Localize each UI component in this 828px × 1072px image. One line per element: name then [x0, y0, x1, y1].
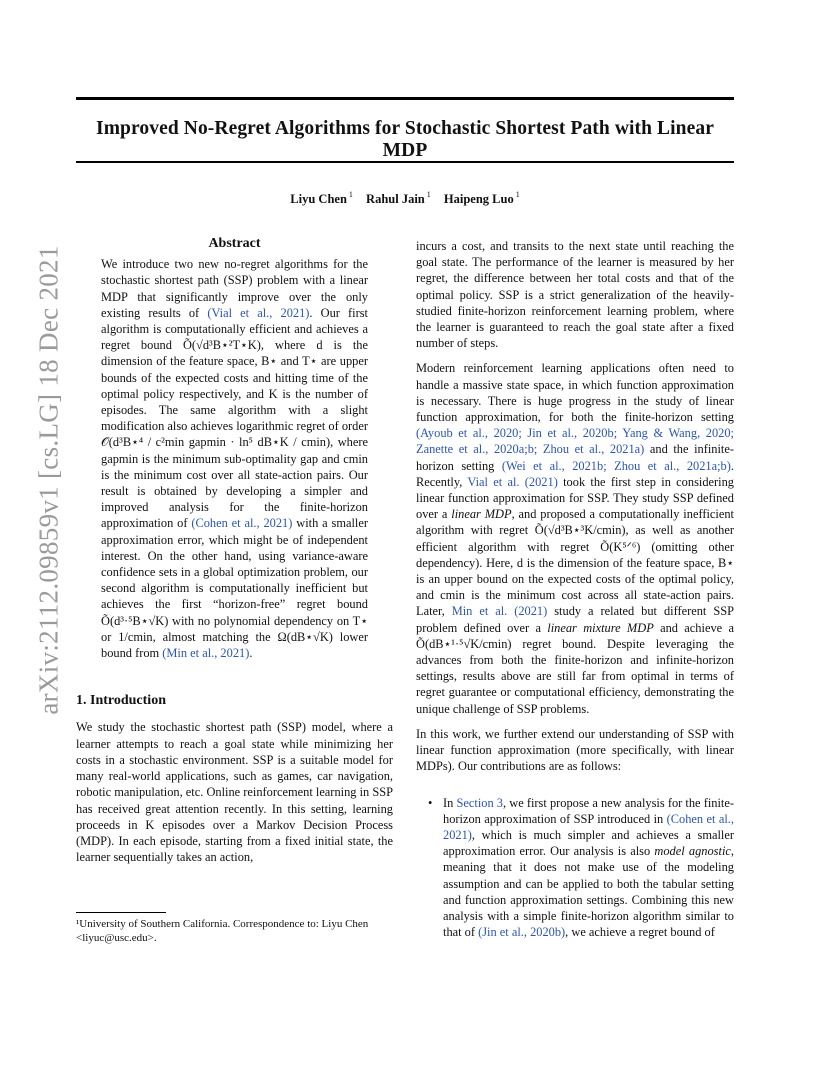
footnote: ¹University of Southern California. Correspondence to: Liyu Chen <liyuc@usc.edu>. — [76, 918, 369, 944]
citation-link[interactable]: (Ayoub et al., 2020; Jin et al., 2020b; Yang & Wang, 2020; Zanette et al., 2020a;b; Zhou et al., 2021a) — [416, 426, 734, 457]
citation-link[interactable]: Min et al. (2021) — [451, 604, 548, 619]
author: Haipeng Luo $^1$ — [443, 190, 520, 206]
citation-link[interactable]: (Vial et al., 2021) — [207, 305, 310, 320]
citation-link[interactable]: (Cohen et al., 2021) — [191, 516, 293, 531]
title-rule-bottom — [76, 161, 734, 163]
arxiv-identifier: arXiv:2112.09859v1 [cs.LG] 18 Dec 2021 — [33, 245, 64, 715]
citation-link[interactable]: (Jin et al., 2020b) — [478, 925, 566, 940]
bullet-mark: • — [428, 795, 433, 810]
list-item: • In Section 3, we first propose a new analysis for the finite-horizon approximation of SSP introduced in (Cohen et al., 2021), which is much simpler and achieves a smaller approximation error. Our analysis is also model agnostic, meaning that it does not make use of the modeling assumption and can be applied to both the tabular setting and function approximation settings. Combining this new analysis with a simple finite-horizon algorithm similar to that of (Jin et al., 2020b), we achieve a regret bound of — [428, 795, 734, 940]
title-rule-top — [76, 97, 734, 100]
citation-link[interactable]: Vial et al. (2021) — [467, 474, 558, 489]
abstract-text: We introduce two new no-regret algorithms for the stochastic shortest path (SSP) problem with a linear MDP that significantly improve over the only existing results of (Vial et al., 2021). Our first algorithm is computationally efficient and achieves a regret bound Õ(√d³B⋆²T⋆K), where d is the dimension of the feature space, B⋆ and T⋆ are upper bounds of the expected costs and hitting time of the optimal policy respectively, and K is the number of episodes. The same algorithm with a slight modification also achieves logarithmic regret of order 𝒪(d³B⋆⁴ / c²min gapmin · ln⁵ dB⋆K / cmin), where gapmin is the minimum sub-optimality gap and cmin is the minimum cost over all state-action pairs. Our result is obtained by developing a simpler and improved analysis for the finite-horizon approximation of (Cohen et al., 2021) with a smaller approximation error, which might be of independent interest. On the other hand, using variance-aware confidence sets in a global optimization problem, our second algorithm is computationally inefficient but achieves the first “horizon-free” regret bound Õ(d³·⁵B⋆√K) with no polynomial dependency on T⋆ or 1/cmin, almost matching the Ω(dB⋆√K) lower bound from (Min et al., 2021). — [101, 257, 368, 661]
section-link[interactable]: Section 3 — [456, 795, 503, 810]
body-paragraph: In this work, we further extend our understanding of SSP with linear function approximation (more specifically, with linear MDPs). Our contributions are as follows: — [416, 726, 734, 774]
author-list — [76, 190, 734, 207]
left-column — [76, 236, 393, 865]
footnote-rule — [76, 912, 166, 913]
citation-link[interactable]: (Cohen et al., 2021) — [443, 811, 734, 842]
author: Rahul Jain $^1$ — [366, 190, 431, 206]
section-heading-introduction: 1. Introduction — [76, 693, 166, 709]
citation-link[interactable]: (Wei et al., 2021b; Zhou et al., 2021a;b) — [501, 458, 731, 473]
body-paragraph: incurs a cost, and transits to the next state until reaching the goal state. The performance of the learner is measured by her regret, the difference between her total costs and that of the optimal policy. SSP is a strict generalization of the heavily-studied finite-horizon reinforcement learning problem, where the learner is guaranteed to reach the goal state after a fixed number of steps. — [416, 239, 734, 351]
right-column — [416, 238, 734, 940]
intro-paragraph: We study the stochastic shortest path (SSP) model, where a learner attempts to reach a goal state while minimizing her costs in a stochastic environment. SSP is a suitable model for many real-world applications, such as games, car navigation, robotic manipulation, etc. Online reinforcement learning in SSP has received great attention recently. In this setting, learning proceeds in K episodes over a Markov Decision Process (MDP). In each episode, starting from a fixed initial state, the learner sequentially takes an action, — [76, 720, 393, 865]
abstract-heading: Abstract — [208, 236, 261, 251]
author: Liyu Chen $^1$ — [290, 190, 353, 206]
paper-title: Improved No-Regret Algorithms for Stochastic Shortest Path with Linear MDP — [96, 118, 714, 161]
citation-link[interactable]: (Min et al., 2021) — [162, 646, 250, 661]
body-paragraph: Modern reinforcement learning applications often need to handle a massive state space, in which function approximation is necessary. There is huge progress in the study of linear function approximation, for both the finite-horizon setting (Ayoub et al., 2020; Jin et al., 2020b; Yang & Wang, 2020; Zanette et al., 2020a;b; Zhou et al., 2021a) and the infinite-horizon setting (Wei et al., 2021b; Zhou et al., 2021a;b). Recently, Vial et al. (2021) took the first step in considering linear function approximation for SSP. They study SSP defined over a linear MDP, and proposed a computationally inefficient algorithm with regret Õ(√d³B⋆³K/cmin), as well as another efficient algorithm with regret Õ(K⁵ᐟ⁶) (omitting other dependency). Here, d is the dimension of the feature space, B⋆ is an upper bound on the expected costs of the optimal policy, and cmin is the minimum cost across all state-action pairs. Later, Min et al. (2021) study a related but different SSP problem defined over a linear mixture MDP and achieve a Õ(dB⋆¹·⁵√K/cmin) regret bound. Despite leveraging the advances from both the finite-horizon and infinite-horizon settings, results above are still far from optimal in terms of regret guarantee or computational efficiency, demonstrating the unique challenge of SSP problems. — [416, 361, 735, 716]
contribution-list — [416, 795, 734, 941]
